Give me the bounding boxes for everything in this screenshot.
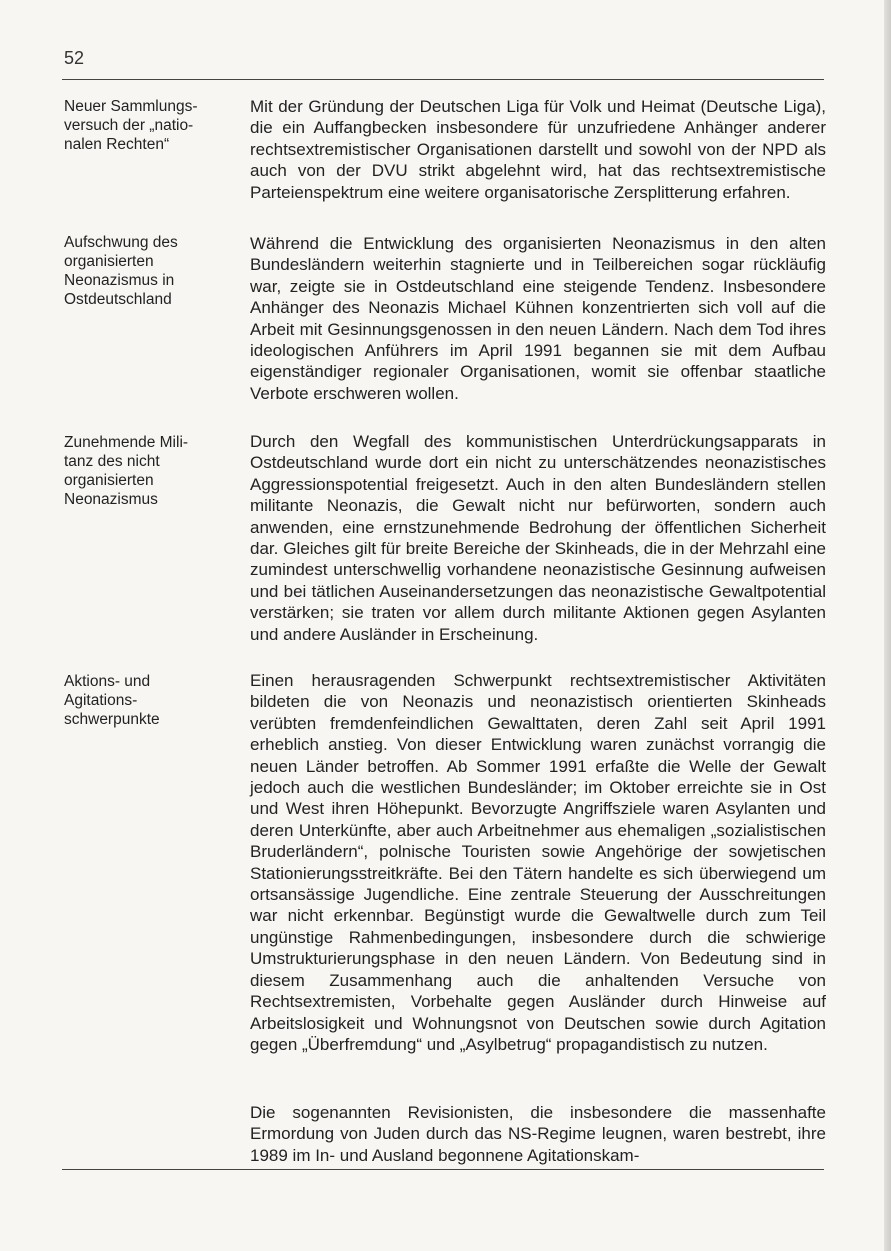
paragraph-gewalttaten: Einen herausragenden Schwerpunkt rechtsextremistischer Aktivitäten bildeten die von Neonazis und neonazistisch orientierten Skinheads verübten fremdenfeindlichen Gewalttaten, deren Zahl seit April 1991 erheblich anstieg. Von dieser Entwicklung waren zunächst vorrangig die neuen Länder betroffen. Ab Sommer 1991 erfaßte die Welle der Gewalt jedoch auch die westlichen Bundesländer; im Oktober erreichte sie in Ost und West ihren Höhepunkt. Bevorzugte Angriffsziele waren Asylanten und deren Unterkünfte, aber auch Arbeitnehmer aus ehemaligen „sozialistischen Bruderländern“, polnische Touristen sowie Angehörige der sowjetischen Stationierungsstreitkräfte. Bei den Tätern handelte es sich überwiegend um ortsansässige Jugendliche. Eine zentrale Steuerung der Ausschreitungen war nicht erkennbar. Begünstigt wurde die Gewaltwelle durch zum Teil ungünstige Rahmenbedingungen, insbesondere durch die schwierige Umstrukturierungsphase in den neuen Ländern. Von Bedeutung sind in diesem Zusammenhang auch die anhaltenden Versuche von Rechtsextremisten, Vorbehalte gegen Ausländer durch Hinweise auf Arbeitslosigkeit und Wohnungsnot von Deutschen sowie durch Agitation gegen „Überfremdung“ und „Asylbetrug“ propagandistisch zu nutzen.	[250, 671, 826, 1054]
page-edge-shadow	[884, 0, 891, 1251]
footer-rule	[62, 1169, 824, 1170]
paragraph-deutsche-liga: Mit der Gründung der Deutschen Liga für Volk und Heimat (Deutsche Liga), die ein Auffangbecken insbesondere für unzufriedene Anhänger anderer rechtsextremistischer Organisationen darstellt und sowohl von der NPD als auch von der DVU strikt abgelehnt wird, hat das rechtsextremistische Parteienspektrum eine weitere organisatorische Zersplitterung erfahren.	[250, 97, 826, 202]
paragraph-neonazismus-ost: Während die Entwicklung des organisierten Neonazismus in den alten Bundesländern weiterhin stagnierte und in Teilbereichen sogar rückläufig war, zeigte sie in Ostdeutschland eine steigende Tendenz. Insbesondere Anhänger des Neonazis Michael Kühnen konzentrierten sich voll auf die Arbeit mit Gesinnungsgenossen in den neuen Ländern. Nach dem Tod ihres ideologischen Anführers im April 1991 begannen sie mit dem Aufbau eigenständiger regionaler Organisationen, womit sie offenbar staatliche Verbote erschweren wollen.	[250, 234, 826, 403]
header-rule	[62, 79, 824, 80]
paragraph-aggressionspotential: Durch den Wegfall des kommunistischen Unterdrückungsapparats in Ostdeutschland wurde dort ein nicht zu unterschätzendes neonazistisches Aggressionspotential freigesetzt. Auch in den alten Bundesländern stellen militante Neonazis, die Gewalt nicht nur befürworten, sondern auch anwenden, eine ernstzunehmende Bedrohung der öffentlichen Sicherheit dar. Gleiches gilt für breite Bereiche der Skinheads, die in der Mehrzahl eine zumindest unterschwellig vorhandene neonazistische Gesinnung aufweisen und bei tätlichen Auseinandersetzungen das neonazistische Gewaltpotential verstärken; sie traten vor allem durch militante Aktionen gegen Asylanten und andere Ausländer in Erscheinung.	[250, 432, 826, 644]
margin-note-aufschwung: Aufschwung des organisierten Neonazismus in Ostdeutschland	[64, 234, 178, 308]
margin-note-aktionen: Aktions- und Agitations- schwerpunkte	[64, 673, 160, 728]
margin-note-militanz: Zunehmende Mili- tanz des nicht organisierten Neonazismus	[64, 434, 189, 508]
paragraph-revisionisten: Die sogenannten Revisionisten, die insbesondere die massenhafte Ermordung von Juden durch das NS-Regime leugnen, waren bestrebt, ihre 1989 im In- und Ausland begonnene Agitationskam-	[250, 1103, 826, 1165]
margin-note-sammlungsversuch: Neuer Sammlungs- versuch der „natio- nalen Rechten“	[64, 98, 198, 153]
page-number: 52	[64, 48, 85, 68]
